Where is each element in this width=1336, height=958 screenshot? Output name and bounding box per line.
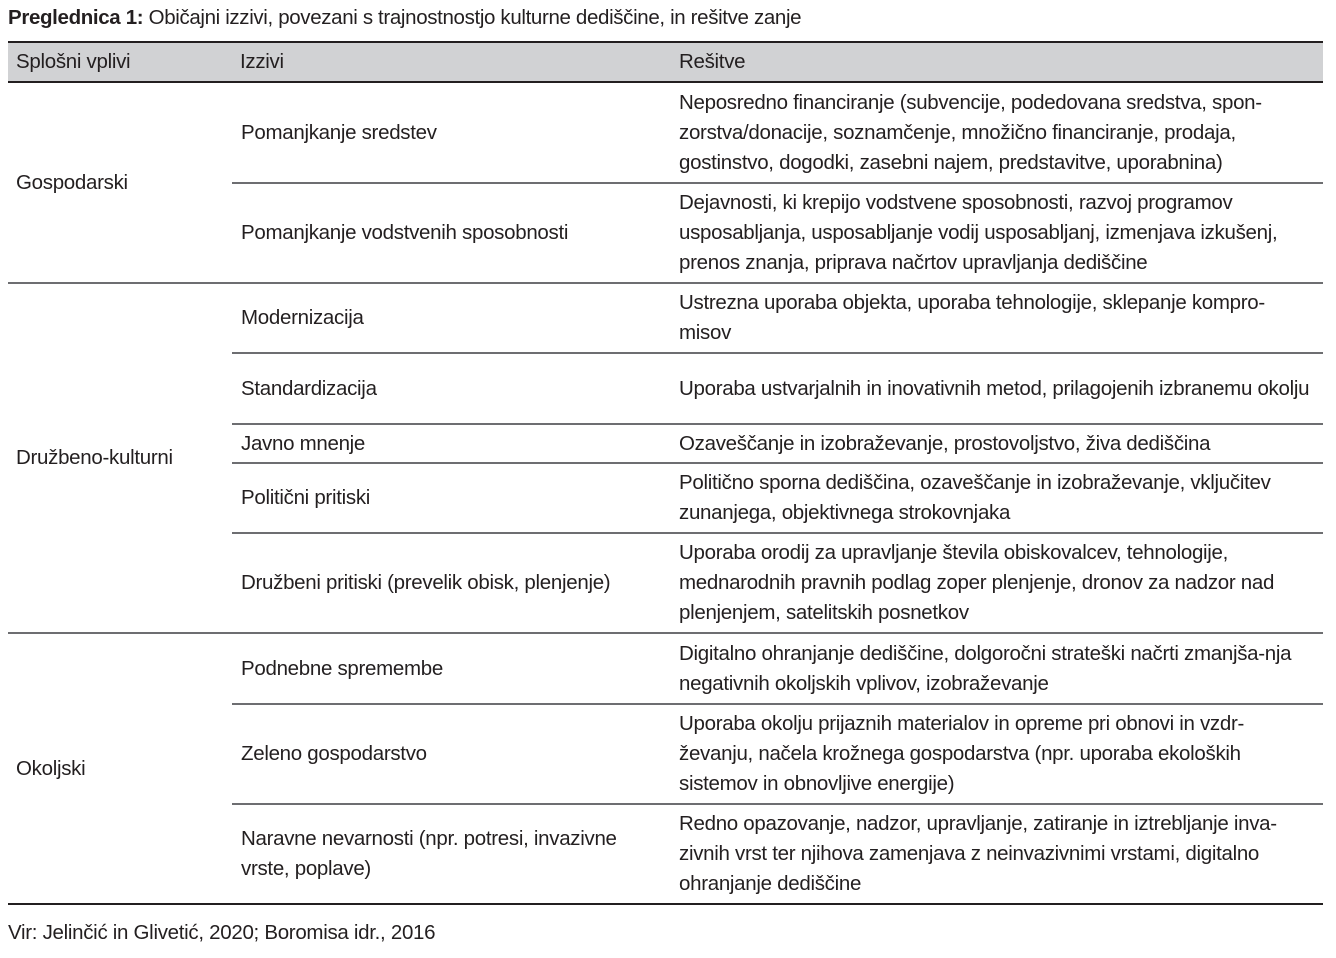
challenges-table: [8, 41, 1323, 905]
challenge-cell: Standardizacija: [232, 353, 671, 424]
solution-cell: Digitalno ohranjanje dediščine, dolgoročni strateški načrti zmanjša-nja negativnih okoljskih vplivov, izobraževanje: [671, 633, 1323, 704]
solution-cell: Ozaveščanje in izobraževanje, prostovoljstvo, živa dediščina: [671, 424, 1323, 463]
solution-cell: Dejavnosti, ki krepijo vodstvene sposobnosti, razvoj programov usposabljanja, usposabljanje vodij usposabljanj, izmenjava izkušenj, prenos znanja, priprava načrtov upravljanja dediščine: [671, 183, 1323, 283]
source-note: Vir: Jelinčić in Glivetić, 2020; Boromisa idr., 2016: [8, 921, 436, 944]
challenge-cell: Modernizacija: [232, 283, 671, 353]
solution-cell: Ustrezna uporaba objekta, uporaba tehnologije, sklepanje kompro-misov: [671, 283, 1323, 353]
table-caption: [8, 6, 801, 30]
challenge-cell: Politični pritiski: [232, 463, 671, 533]
solution-cell: Uporaba orodij za upravljanje števila obiskovalcev, tehnologije, mednarodnih pravnih podlag zoper plenjenje, dronov za nadzor nad plenjenjem, satelitskih posnetkov: [671, 533, 1323, 633]
challenge-cell: Družbeni pritiski (prevelik obisk, plenjenje): [232, 533, 671, 633]
table-row: [8, 633, 1323, 704]
solution-cell: Redno opazovanje, nadzor, upravljanje, zatiranje in iztrebljanje inva-zivnih vrst ter njihova zamenjava z neinvazivnimi vrstami, digitalno ohranjanje dediščine: [671, 804, 1323, 904]
group-socio-cultural: Družbeno-kulturni: [8, 283, 232, 633]
challenge-cell: Podnebne spremembe: [232, 633, 671, 704]
challenge-cell: Javno mnenje: [232, 424, 671, 463]
header-solutions: Rešitve: [671, 42, 1323, 82]
solution-cell: Uporaba ustvarjalnih in inovativnih metod, prilagojenih izbranemu okolju: [671, 353, 1323, 424]
challenge-cell: Naravne nevarnosti (npr. potresi, invazivne vrste, poplave): [232, 804, 671, 904]
table-row: [8, 283, 1323, 353]
table-row: [8, 82, 1323, 183]
challenge-cell: Pomanjkanje sredstev: [232, 82, 671, 183]
solution-cell: Neposredno financiranje (subvencije, podedovana sredstva, spon-zorstva/donacije, soznamčenje, množično financiranje, prodaja, gostinstvo, dogodki, zasebni najem, predstavitve, uporabnina): [671, 82, 1323, 183]
challenge-cell: Pomanjkanje vodstvenih sposobnosti: [232, 183, 671, 283]
solution-cell: Uporaba okolju prijaznih materialov in opreme pri obnovi in vzdr-ževanju, načela krožnega gospodarstva (npr. uporaba ekoloških sistemov in obnovljive energije): [671, 704, 1323, 804]
table-header-row: [8, 42, 1323, 82]
solution-cell: Politično sporna dediščina, ozaveščanje in izobraževanje, vključitev zunanjega, objektivnega strokovnjaka: [671, 463, 1323, 533]
group-economic: Gospodarski: [8, 82, 232, 283]
caption-text: Običajni izzivi, povezani s trajnostnostjo kulturne dediščine, in rešitve zanje: [143, 6, 802, 29]
caption-label: Preglednica 1:: [8, 6, 144, 29]
header-general-impacts: Splošni vplivi: [8, 42, 232, 82]
header-challenges: Izzivi: [232, 42, 671, 82]
group-environmental: Okoljski: [8, 633, 232, 904]
challenge-cell: Zeleno gospodarstvo: [232, 704, 671, 804]
